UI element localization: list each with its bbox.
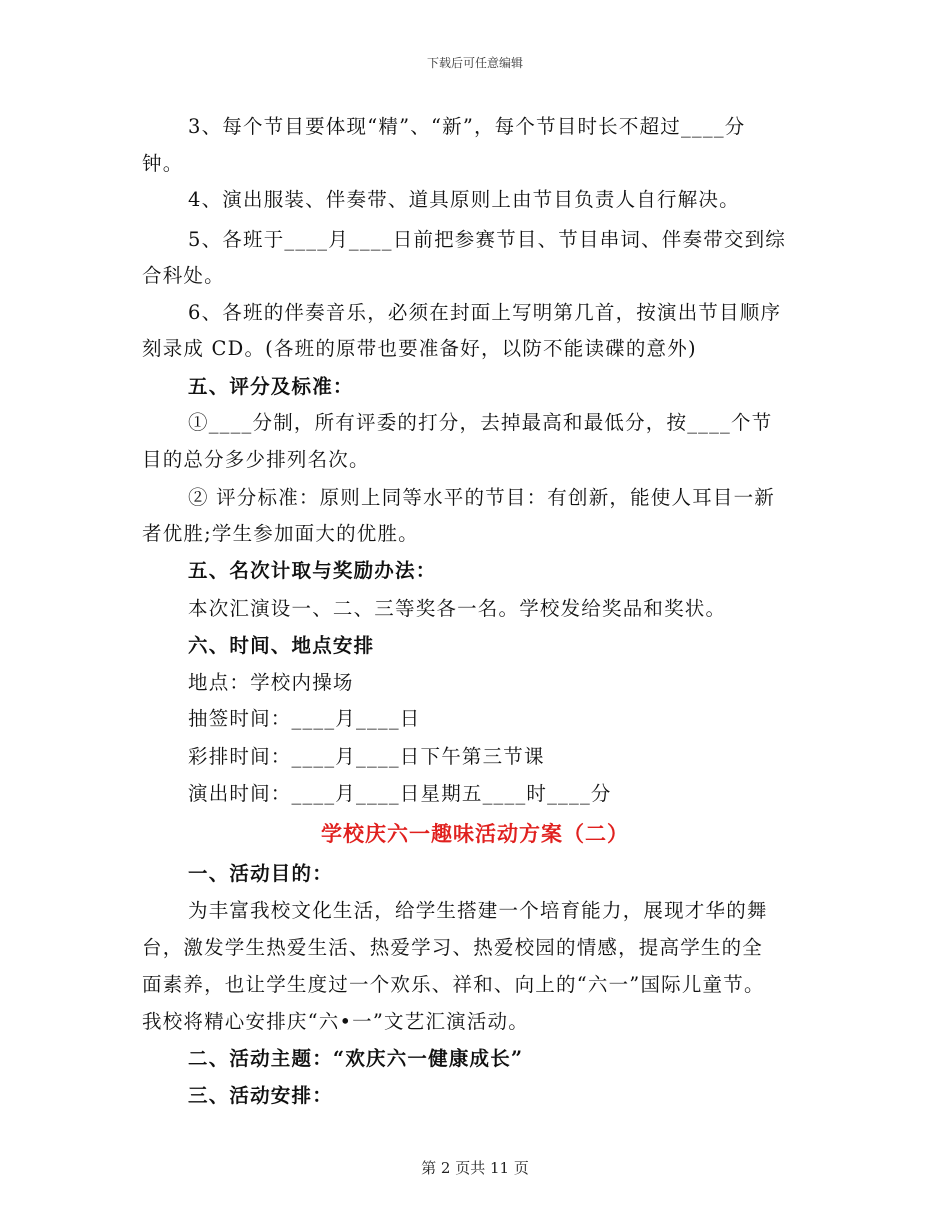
paragraph-line: 地点：学校内操场 [188,671,354,694]
paragraph-line: 彩排时间：____月____日下午第三节课 [188,745,545,768]
paragraph-line: 3、每个节目要体现“精”、“新”，每个节目时长不超过____分 [188,115,746,138]
paragraph-line: 合科处。 [142,264,225,287]
document-title: 学校庆六一趣味活动方案（二） [321,821,629,846]
section-heading: 三、活动安排： [188,1084,333,1107]
section-heading: 五、名次计取与奖励办法： [188,559,437,582]
section-heading: 一、活动目的： [188,862,333,885]
section-heading: 六、时间、地点安排 [188,634,375,657]
paragraph-line: 面素养，也让学生度过一个欢乐、祥和、向上的“六一”国际儿童节。 [142,973,765,996]
paragraph-line: 4、演出服装、伴奏带、道具原则上由节目负责人自行解决。 [188,188,740,211]
section-heading: 二、活动主题：“欢庆六一健康成长” [188,1047,524,1070]
paragraph-line: 我校将精心安排庆“六•一”文艺汇演活动。 [142,1010,529,1033]
page-header: 下载后可任意编辑 [426,56,523,70]
paragraph-line: 本次汇演设一、二、三等奖各一名。学校发给奖品和奖状。 [188,597,727,620]
paragraph-line: 者优胜;学生参加面大的优胜。 [142,522,419,545]
section-heading: 五、评分及标准： [188,375,354,398]
paragraph-line: 演出时间：____月____日星期五____时____分 [188,782,612,805]
paragraph-line: 台，激发学生热爱生活、热爱学习、热爱校园的情感，提高学生的全 [142,936,764,959]
paragraph-line: 6、各班的伴奏音乐，必须在封面上写明第几首，按演出节目顺序 [188,301,782,324]
paragraph-line: 目的总分多少排列名次。 [142,448,370,471]
paragraph-line: ①____分制，所有评委的打分，去掉最高和最低分，按____个节 [188,411,773,434]
page-footer: 第 2 页共 11 页 [421,1159,529,1177]
paragraph-line: 5、各班于____月____日前把参赛节目、节目串词、伴奏带交到综 [188,228,787,251]
paragraph-line: 钟。 [142,152,184,175]
paragraph-line: 抽签时间：____月____日 [188,707,421,730]
paragraph-line: ② 评分标准：原则上同等水平的节目：有创新，能使人耳目一新 [188,486,775,509]
paragraph-line: 为丰富我校文化生活，给学生搭建一个培育能力，展现才华的舞 [188,899,768,922]
paragraph-line: 刻录成 CD。(各班的原带也要准备好，以防不能读碟的意外) [142,337,697,360]
